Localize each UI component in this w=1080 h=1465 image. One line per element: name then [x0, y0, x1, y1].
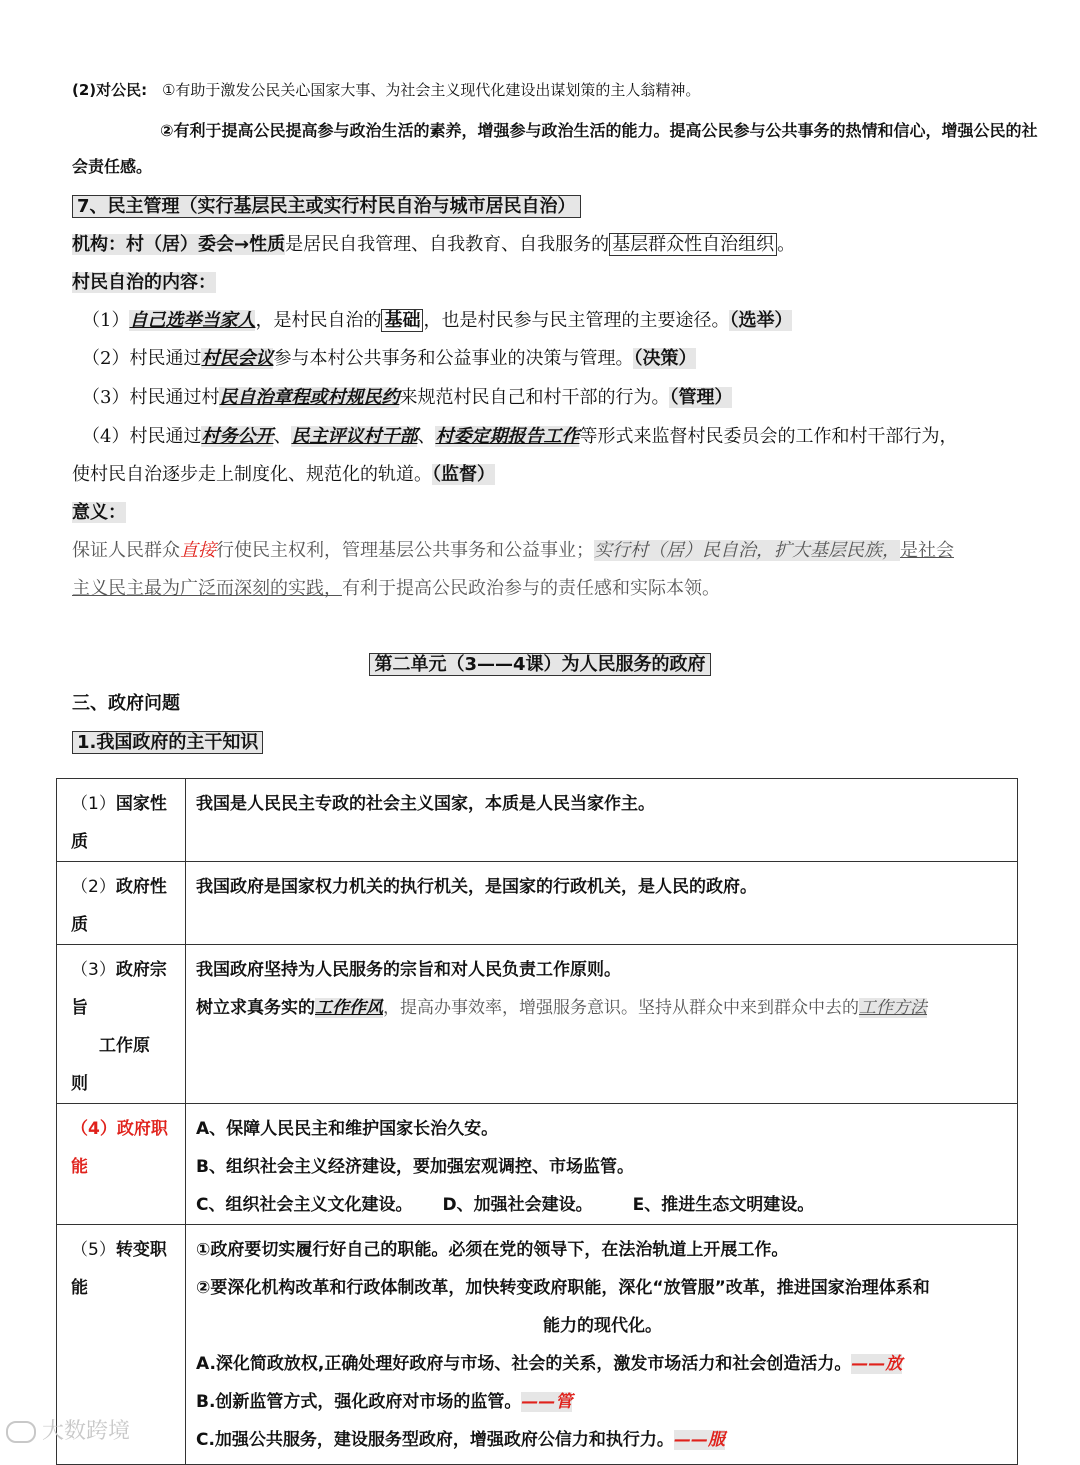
item-1-num: （1）: [82, 310, 130, 331]
row2-label: [57, 862, 186, 945]
citizen-label: (2)对公民:: [72, 81, 148, 99]
meaning-line-2: [72, 575, 1050, 603]
meaning-label-row: [72, 499, 1050, 527]
item-4-text-2: 等形式来监督村民委员会的工作和村干部行为，: [579, 426, 958, 447]
row1-label-b: 质: [71, 832, 88, 852]
org-box: 基层群众性自治组织: [609, 233, 777, 256]
row5-a-text: A.深化简政放权,正确处理好政府与市场、社会的关系，激发市场活力和社会创造活力。: [196, 1354, 852, 1374]
row5-line-a: [196, 1345, 1009, 1383]
row5-c-text: C.加强公共服务，建设服务型政府，增强政府公信力和执行力。: [196, 1430, 674, 1450]
row4-line-e: E、推进生态文明建设。: [632, 1195, 815, 1215]
citizen-para-2: ②有利于提高公民提高参与政治生活的素养，增强参与政治生活的能力。提高公民参与公共事务的热情和信心，增强公民的社: [160, 121, 1038, 140]
government-table: [56, 778, 1018, 1465]
item-1-key: 自己选举当家人: [129, 310, 256, 331]
item-4-tag: （监督）: [432, 464, 495, 485]
meaning-c: 是社会: [900, 540, 954, 561]
table-row: [57, 1104, 1018, 1225]
item-4-sep-1: 、: [273, 426, 292, 447]
row4-line-d: D、加强社会建设。: [442, 1195, 593, 1215]
row3-line-2-b: ，提高办事效率，增强服务意识。坚持从群众中来到群众中去的: [383, 998, 859, 1018]
row4-line-cde: [196, 1186, 1009, 1224]
unit2-title-row: [0, 651, 1080, 679]
row1-num: （1）: [71, 794, 116, 814]
autonomy-item-4-cont: [72, 461, 1050, 489]
section7-heading: 7、民主管理（实行基层民主或实行村民自治与城市居民自治）: [72, 195, 581, 218]
row3-line-2: [196, 989, 1009, 1027]
row3-line-2-a: 树立求真务实的: [196, 998, 315, 1018]
row3-label-c: 工作原: [99, 1036, 150, 1056]
org-text: 是居民自我管理、自我教育、自我服务的: [285, 234, 610, 255]
row5-a-tag: ——放: [851, 1354, 903, 1374]
item-4-key-3: 村委定期报告工作: [435, 426, 580, 447]
meaning-b: 行使民主权利，管理基层公共事务和公益事业；: [216, 540, 594, 561]
meaning-line-1: [72, 537, 1050, 565]
table-row: [57, 1225, 1018, 1465]
row4-num: （4）: [71, 1119, 117, 1139]
row2-content: [186, 862, 1018, 945]
row2-num: （2）: [71, 877, 116, 897]
item-1-box: 基础: [381, 309, 423, 332]
row3-label-b: 旨: [71, 998, 88, 1018]
row5-num: （5）: [71, 1240, 116, 1260]
item-1-text-1: ，是村民自治的: [255, 310, 382, 331]
autonomy-item-1: [82, 307, 1050, 335]
row3-label: [57, 945, 186, 1104]
row3-label-a: 政府宗: [115, 960, 167, 980]
row1-line: 我国是人民民主专政的社会主义国家，本质是人民当家作主。: [196, 794, 655, 814]
row5-line-1: ①政府要切实履行好自己的职能。必须在党的领导下，在法治轨道上开展工作。: [196, 1240, 789, 1260]
org-end: 。: [777, 234, 796, 255]
item-2-text-1: 村民通过: [129, 348, 202, 369]
row4-content: [186, 1104, 1018, 1225]
section7-heading-row: [72, 193, 1050, 221]
content-label-row: [72, 269, 1050, 297]
watermark: [6, 1414, 130, 1445]
org-label: 机构：村（居）委会→性质: [72, 234, 286, 255]
item-4-key-1: 村务公开: [201, 426, 274, 447]
row3-line-2-key2: 工作方法: [859, 998, 927, 1018]
row2-label-a: 政府性: [115, 877, 167, 897]
item-2-text-2: 参与本村公共事务和公益事业的决策与管理。: [273, 348, 634, 369]
org-line: [72, 231, 1050, 259]
item-3-tag: （管理）: [669, 387, 733, 408]
watermark-logo-icon: [6, 1421, 36, 1443]
row1-content: [186, 779, 1018, 862]
item-1-tag: （选举）: [729, 310, 793, 331]
row1-label: [57, 779, 186, 862]
row5-line-b: [196, 1383, 1009, 1421]
row1-label-a: 国家性: [115, 794, 167, 814]
row4-label: [57, 1104, 186, 1225]
table-row: [57, 862, 1018, 945]
row4-line-b: B、组织社会主义经济建设，要加强宏观调控、市场监管。: [196, 1157, 634, 1177]
row4-label-b: 能: [71, 1157, 88, 1177]
row4-label-a: 政府职: [116, 1119, 168, 1139]
meaning-label: 意义：: [72, 502, 126, 523]
autonomy-item-3: [82, 384, 1050, 412]
citizen-text-1: ①有助于激发公民关心国家大事、为社会主义现代化建设出谋划策的主人翁精神。: [161, 81, 701, 99]
item-2-tag: （决策）: [633, 348, 697, 369]
item-4-text-1: 村民通过: [129, 426, 202, 447]
item-3-num: （3）: [82, 387, 130, 408]
row3-content: [186, 945, 1018, 1104]
row5-b-text: B.创新监管方式，强化政府对市场的监管。: [196, 1392, 522, 1412]
item-4-text-3: 使村民自治逐步走上制度化、规范化的轨道。: [72, 464, 432, 485]
citizen-para-1: [72, 78, 1050, 102]
row5-line-c: [196, 1421, 1009, 1459]
row5-c-tag: ——服: [673, 1430, 725, 1450]
item-4-key-2: 民主评议村干部: [291, 426, 418, 447]
meaning-a: 保证人民群众: [72, 540, 180, 561]
item-2-key: 村民会议: [201, 348, 274, 369]
unit2-title: 第二单元（3——4课）为人民服务的政府: [369, 653, 710, 676]
row4-line-a: A、保障人民民主和维护国家长治久安。: [196, 1119, 499, 1139]
item-3-key: 民自治章程或村规民约: [219, 387, 400, 408]
row5-content: [186, 1225, 1018, 1465]
row2-label-b: 质: [71, 915, 88, 935]
row5-line-2b: 能力的现代化。: [543, 1316, 662, 1336]
row3-line-1: 我国政府坚持为人民服务的宗旨和对人民负责工作原则。: [196, 960, 621, 980]
row2-line: 我国政府是国家权力机关的执行机关，是国家的行政机关，是人民的政府。: [196, 877, 757, 897]
row3-label-d: 则: [71, 1074, 88, 1094]
item-3-text-1: 村民通过村: [129, 387, 220, 408]
item-4-sep-2: 、: [417, 426, 436, 447]
sub1-heading: 1.我国政府的主干知识: [72, 731, 263, 754]
meaning-e: 有利于提高公民政治参与的责任感和实际本领。: [342, 578, 720, 599]
autonomy-item-2: [82, 345, 1050, 373]
meaning-red: 直接: [180, 540, 216, 561]
citizen-para-2-cont: 会责任感。: [72, 157, 153, 176]
row3-num: （3）: [71, 960, 116, 980]
item-2-num: （2）: [82, 348, 130, 369]
row4-line-c: C、组织社会主义文化建设。: [196, 1195, 413, 1215]
row5-line-2: ②要深化机构改革和行政体制改革，加快转变政府职能，深化“放管服”改革，推进国家治理体系和: [196, 1278, 930, 1298]
row5-label-a: 转变职: [115, 1240, 167, 1260]
content-label: 村民自治的内容：: [72, 272, 216, 293]
item-1-text-2: ，也是村民参与民主管理的主要途径。: [423, 310, 730, 331]
watermark-text: 大数跨境: [42, 1418, 131, 1443]
table-row: [57, 779, 1018, 862]
section3-heading: 三、政府问题: [72, 693, 180, 714]
meaning-d: 主义民主最为广泛而深刻的实践，: [72, 578, 342, 599]
autonomy-item-4: [82, 423, 1050, 451]
item-3-text-2: 来规范村民自己和村干部的行为。: [399, 387, 670, 408]
table-row: [57, 945, 1018, 1104]
row5-b-tag: ——管: [521, 1392, 573, 1412]
row5-label-b: 能: [71, 1278, 88, 1298]
meaning-italic: 实行村（居）民自治，扩大基层民族，: [594, 540, 900, 561]
row3-line-2-key: 工作作风: [315, 998, 383, 1018]
sub1-heading-row: [72, 729, 1050, 757]
item-4-num: （4）: [82, 426, 130, 447]
